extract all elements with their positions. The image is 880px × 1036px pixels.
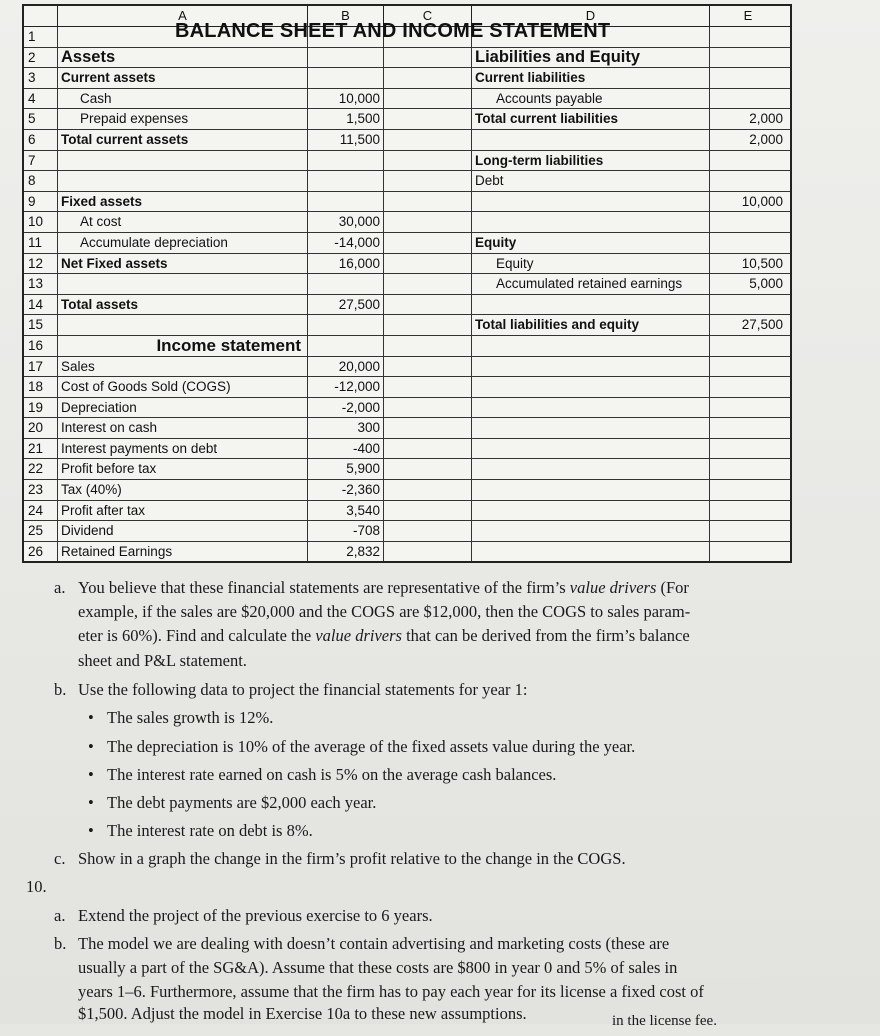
cell-c <box>384 459 472 479</box>
row-number: 23 <box>24 480 58 500</box>
cell-d: Total current liabilities <box>472 109 710 129</box>
exercise-10c-partial: in the license fee. <box>612 1013 717 1029</box>
cell-c <box>384 336 472 356</box>
sheet-row <box>24 521 790 542</box>
cell-e <box>710 233 786 253</box>
cell-a: Interest payments on debt <box>58 439 308 459</box>
cell-e <box>710 398 786 418</box>
cell-d <box>472 480 710 500</box>
sheet-row <box>24 439 790 460</box>
cell-e <box>710 48 786 68</box>
row-number: 1 <box>24 27 58 47</box>
cell-a <box>58 151 308 171</box>
exercise-10b-line-4: $1,500. Adjust the model in Exercise 10a to these new assumptions. <box>78 1004 527 1023</box>
cell-b: 10,000 <box>308 89 384 109</box>
cell-e <box>710 171 786 191</box>
row-number: 4 <box>24 89 58 109</box>
cell-d <box>472 357 710 377</box>
cell-d <box>472 501 710 521</box>
cell-b: 27,500 <box>308 295 384 315</box>
cell-d <box>472 418 710 438</box>
cell-d: Accumulated retained earnings <box>472 274 710 294</box>
cell-b: -12,000 <box>308 377 384 397</box>
cell-a: Fixed assets <box>58 192 308 212</box>
sheet-row <box>24 398 790 419</box>
sheet-title: BALANCE SHEET AND INCOME STATEMENT <box>175 20 611 42</box>
cell-d: Accounts payable <box>472 89 710 109</box>
sheet-row <box>24 295 790 316</box>
exercise-10b-label: b. <box>54 934 67 953</box>
cell-c <box>384 398 472 418</box>
row-number: 9 <box>24 192 58 212</box>
row-number: 2 <box>24 48 58 68</box>
row-number: 14 <box>24 295 58 315</box>
cell-b <box>308 48 384 68</box>
cell-a: At cost <box>58 212 308 232</box>
cell-e <box>710 27 786 47</box>
cell-c <box>384 377 472 397</box>
part-c-line-1: Show in a graph the change in the firm’s profit relative to the change in the COGS. <box>78 849 626 868</box>
sheet-row <box>24 151 790 172</box>
cell-d <box>472 439 710 459</box>
cell-b <box>308 315 384 335</box>
row-number: 21 <box>24 439 58 459</box>
cell-d <box>472 295 710 315</box>
row-number: 7 <box>24 151 58 171</box>
cell-a: Cost of Goods Sold (COGS) <box>58 377 308 397</box>
sheet-row <box>24 68 790 89</box>
row-number: 24 <box>24 501 58 521</box>
cell-e: 10,000 <box>741 193 783 209</box>
cell-e: 5,000 <box>749 276 783 292</box>
cell-d <box>472 212 710 232</box>
cell-a: Net Fixed assets <box>58 254 308 274</box>
cell-b <box>308 192 384 212</box>
column-header-e: E <box>743 8 753 23</box>
cell-c <box>384 151 472 171</box>
cell-d: Liabilities and Equity <box>472 48 710 68</box>
cell-b: -400 <box>308 439 384 459</box>
cell-e <box>710 68 786 88</box>
sheet-row <box>24 192 790 213</box>
cell-c <box>384 521 472 541</box>
cell-a <box>58 274 308 294</box>
row-number: 10 <box>24 212 58 232</box>
column-header-b: B <box>308 6 384 26</box>
cell-e <box>710 377 786 397</box>
cell-d <box>472 377 710 397</box>
cell-e <box>710 542 786 562</box>
cell-a: Sales <box>58 357 308 377</box>
cell-b: 300 <box>308 418 384 438</box>
bullet-mark: • <box>88 737 94 756</box>
cell-c <box>384 480 472 500</box>
bullet-item: The interest rate earned on cash is 5% on the average cash balances. <box>107 765 557 784</box>
column-header-c: C <box>384 6 472 26</box>
cell-a: Prepaid expenses <box>58 109 308 129</box>
cell-d: Long-term liabilities <box>472 151 710 171</box>
cell-b: -2,000 <box>308 398 384 418</box>
row-number: 25 <box>24 521 58 541</box>
cell-a: Interest on cash <box>58 418 308 438</box>
spreadsheet <box>22 4 792 563</box>
cell-e <box>710 89 786 109</box>
cell-d <box>472 521 710 541</box>
cell-c <box>384 254 472 274</box>
bullet-item: The sales growth is 12%. <box>107 708 274 727</box>
cell-b: 20,000 <box>308 357 384 377</box>
cell-e <box>710 336 786 356</box>
cell-c <box>384 295 472 315</box>
row-number: 5 <box>24 109 58 129</box>
cell-a <box>58 171 308 191</box>
cell-b <box>308 151 384 171</box>
sheet-row <box>24 233 790 254</box>
cell-b: 16,000 <box>308 254 384 274</box>
part-a-line-3: eter is 60%). Find and calculate the value drivers that can be derived from the firm’s balance <box>78 626 690 645</box>
sheet-row <box>24 459 790 480</box>
cell-d <box>472 542 710 562</box>
sheet-row <box>24 89 790 110</box>
column-header-a: A <box>58 6 308 26</box>
cell-e <box>710 212 786 232</box>
bullet-item: The interest rate on debt is 8%. <box>107 821 313 840</box>
cell-c <box>384 109 472 129</box>
cell-d <box>472 130 710 150</box>
sheet-row <box>24 130 790 151</box>
cell-b: 2,832 <box>308 542 384 562</box>
sheet-row <box>24 171 790 192</box>
cell-e: 27,500 <box>741 317 783 333</box>
cell-e <box>710 439 786 459</box>
cell-a: Dividend <box>58 521 308 541</box>
cell-a <box>58 315 308 335</box>
cell-c <box>384 501 472 521</box>
sheet-row <box>24 357 790 378</box>
cell-a: Assets <box>58 48 308 68</box>
cell-d: Debt <box>472 171 710 191</box>
sheet-row <box>24 501 790 522</box>
row-number: 12 <box>24 254 58 274</box>
row-number: 18 <box>24 377 58 397</box>
cell-c <box>384 212 472 232</box>
part-b-line-1: Use the following data to project the financial statements for year 1: <box>78 680 528 699</box>
cell-d <box>472 398 710 418</box>
cell-d <box>472 336 710 356</box>
sheet-row <box>24 48 790 69</box>
row-number: 11 <box>24 233 58 253</box>
cell-e <box>710 295 786 315</box>
cell-c <box>384 89 472 109</box>
cell-b <box>308 336 384 356</box>
cell-c <box>384 542 472 562</box>
exercise-number: 10. <box>26 877 47 896</box>
cell-a: Profit before tax <box>58 459 308 479</box>
sheet-row <box>24 377 790 398</box>
cell-d: Current liabilities <box>472 68 710 88</box>
cell-a: Income statement <box>58 336 308 356</box>
part-a-label: a. <box>54 578 66 597</box>
sheet-row <box>24 315 790 336</box>
cell-d: Total liabilities and equity <box>472 315 710 335</box>
cell-b: 1,500 <box>308 109 384 129</box>
cell-a: Total assets <box>58 295 308 315</box>
cell-b: -708 <box>308 521 384 541</box>
cell-b: -14,000 <box>308 233 384 253</box>
cell-b <box>308 171 384 191</box>
cell-c <box>384 274 472 294</box>
exercise-10a-text: Extend the project of the previous exercise to 6 years. <box>78 906 433 925</box>
cell-a: Accumulate depreciation <box>58 233 308 253</box>
cell-a: Current assets <box>58 68 308 88</box>
exercise-10b-line-2: usually a part of the SG&A). Assume that these costs are $800 in year 0 and 5% of sales in <box>78 958 678 977</box>
row-number: 3 <box>24 68 58 88</box>
cell-e <box>710 521 786 541</box>
part-a-line-4: sheet and P&L statement. <box>78 651 247 670</box>
cell-b <box>308 68 384 88</box>
cell-e <box>710 501 786 521</box>
cell-c <box>384 171 472 191</box>
exercise-10b-line-1: The model we are dealing with doesn’t contain advertising and marketing costs (these are <box>78 934 670 953</box>
row-number: 19 <box>24 398 58 418</box>
cell-e <box>710 480 786 500</box>
row-number: 8 <box>24 171 58 191</box>
sheet-row <box>24 480 790 501</box>
cell-d <box>472 192 710 212</box>
part-c-label: c. <box>54 849 66 868</box>
cell-c <box>384 357 472 377</box>
cell-e: 2,000 <box>749 111 783 127</box>
cell-c <box>384 233 472 253</box>
cell-e: 10,500 <box>741 255 783 271</box>
cell-c <box>384 130 472 150</box>
bullet-mark: • <box>88 708 94 727</box>
cell-c <box>384 192 472 212</box>
bullet-mark: • <box>88 793 94 812</box>
sheet-row <box>24 336 790 357</box>
cell-d: Equity <box>472 233 710 253</box>
sheet-row <box>24 542 790 562</box>
cell-a: Profit after tax <box>58 501 308 521</box>
exercise-10a-label: a. <box>54 906 66 925</box>
cell-a: Retained Earnings <box>58 542 308 562</box>
row-number: 20 <box>24 418 58 438</box>
cell-a: Depreciation <box>58 398 308 418</box>
cell-e <box>710 459 786 479</box>
row-number: 17 <box>24 357 58 377</box>
cell-a: Total current assets <box>58 130 308 150</box>
bullet-item: The debt payments are $2,000 each year. <box>107 793 377 812</box>
cell-c <box>384 439 472 459</box>
cell-e <box>710 357 786 377</box>
part-a-line-2: example, if the sales are $20,000 and the COGS are $12,000, then the COGS to sales param- <box>78 602 691 621</box>
cell-b <box>308 274 384 294</box>
cell-c <box>384 315 472 335</box>
row-number: 15 <box>24 315 58 335</box>
bullet-mark: • <box>88 765 94 784</box>
cell-a: Tax (40%) <box>58 480 308 500</box>
sheet-row <box>24 274 790 295</box>
part-b-label: b. <box>54 680 67 699</box>
sheet-rows <box>24 27 790 561</box>
exercise-10b-line-3: years 1–6. Furthermore, assume that the firm has to pay each year for its license a fixed cost of <box>78 982 704 1001</box>
cell-c <box>384 68 472 88</box>
part-a-line-1: You believe that these financial statements are representative of the firm’s value drivers (For <box>78 578 689 597</box>
cell-c <box>384 418 472 438</box>
cell-b: 3,540 <box>308 501 384 521</box>
cell-b: 11,500 <box>308 130 384 150</box>
cell-e <box>710 151 786 171</box>
row-number: 26 <box>24 542 58 562</box>
cell-b: 5,900 <box>308 459 384 479</box>
corner-cell <box>24 6 58 26</box>
sheet-row <box>24 109 790 130</box>
sheet-row <box>24 254 790 275</box>
bullet-mark: • <box>88 821 94 840</box>
cell-a: Cash <box>58 89 308 109</box>
row-number: 16 <box>24 336 58 356</box>
cell-d: Equity <box>472 254 710 274</box>
sheet-row <box>24 212 790 233</box>
column-header-d: D <box>472 6 710 26</box>
sheet-row <box>24 418 790 439</box>
cell-b: -2,360 <box>308 480 384 500</box>
cell-e <box>710 418 786 438</box>
cell-b: 30,000 <box>308 212 384 232</box>
bullet-item: The depreciation is 10% of the average of the fixed assets value during the year. <box>107 737 636 756</box>
row-number: 13 <box>24 274 58 294</box>
row-number: 22 <box>24 459 58 479</box>
cell-d <box>472 459 710 479</box>
cell-e: 2,000 <box>749 131 783 147</box>
cell-c <box>384 48 472 68</box>
row-number: 6 <box>24 130 58 150</box>
